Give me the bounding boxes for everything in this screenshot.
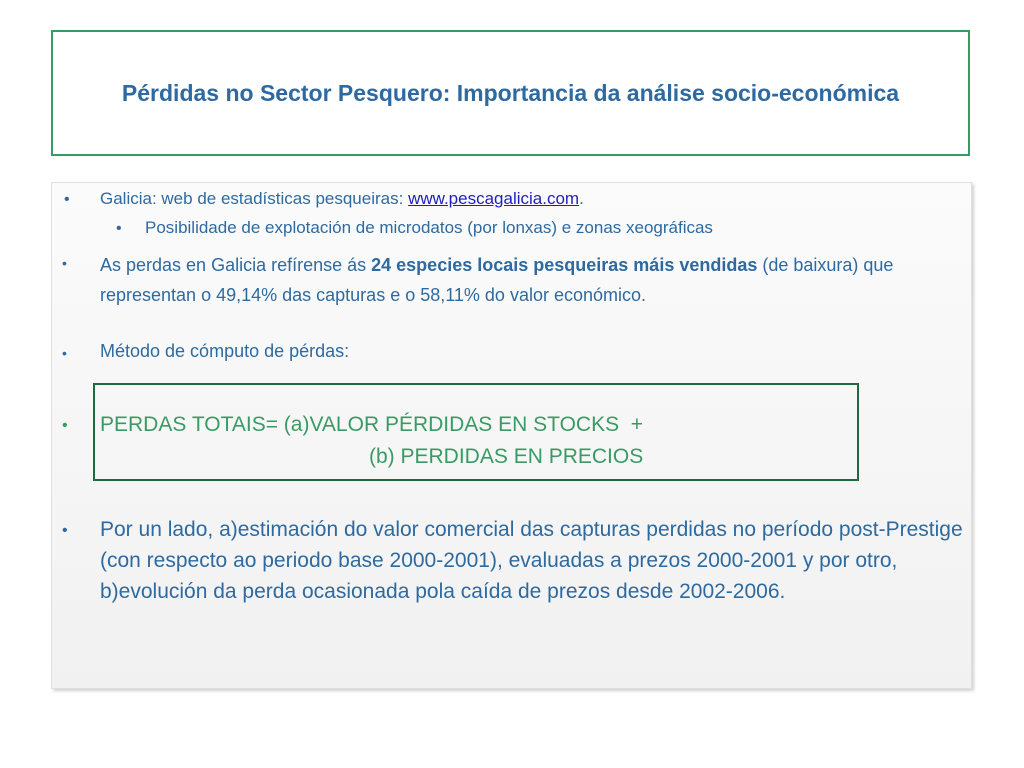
pescagalicia-link[interactable]: www.pescagalicia.com — [408, 189, 580, 208]
title-frame — [51, 30, 970, 156]
formula-line-1: PERDAS TOTAIS= (a)VALOR PÉRDIDAS EN STOCKS + — [100, 413, 644, 436]
bullet-galicia-prefix: Galicia: web de estadísticas pesqueiras: — [100, 189, 409, 208]
perdas-prefix: As perdas en Galicia refírense ás — [100, 255, 372, 275]
bullet-por-un-lado: Por un lado, a)estimación do valor comercial das capturas perdidas no período post-Prestige (con respecto ao periodo base 2000-2001), evaluadas a prezos 2000-2001 y por otro, b)evolución da perda ocasionada pola caída de prezos desde 2002-2006. — [100, 518, 963, 603]
sub-bullet-dot: • — [116, 220, 122, 237]
bullet-metodo: Método de cómputo de pérdas: — [100, 341, 350, 361]
perdas-bold: 24 especies locais pesqueiras máis vendidas — [371, 255, 758, 275]
slide-title: Pérdidas no Sector Pesquero: Importancia da análise socio-económica — [121, 80, 900, 106]
bullet-dot: • — [62, 255, 67, 271]
bullet-dot: • — [64, 191, 70, 208]
bullet-dot: • — [62, 345, 67, 361]
bullet-galicia-suffix: . — [579, 189, 584, 208]
bullet-dot: • — [62, 417, 68, 434]
formula-line-2: (b) PERDIDAS EN PRECIOS — [369, 445, 644, 468]
bullet-perdas-galicia — [100, 250, 960, 310]
bullet-galicia-web — [100, 186, 960, 212]
bullet-dot: • — [62, 522, 68, 539]
perdas-suffix: (de baixura) que representan o 49,14% das capturas e o 58,11% do valor económico. — [100, 255, 894, 305]
sub-bullet-microdatos: Posibilidade de explotación de microdatos (por lonxas) e zonas xeográficas — [145, 218, 713, 237]
